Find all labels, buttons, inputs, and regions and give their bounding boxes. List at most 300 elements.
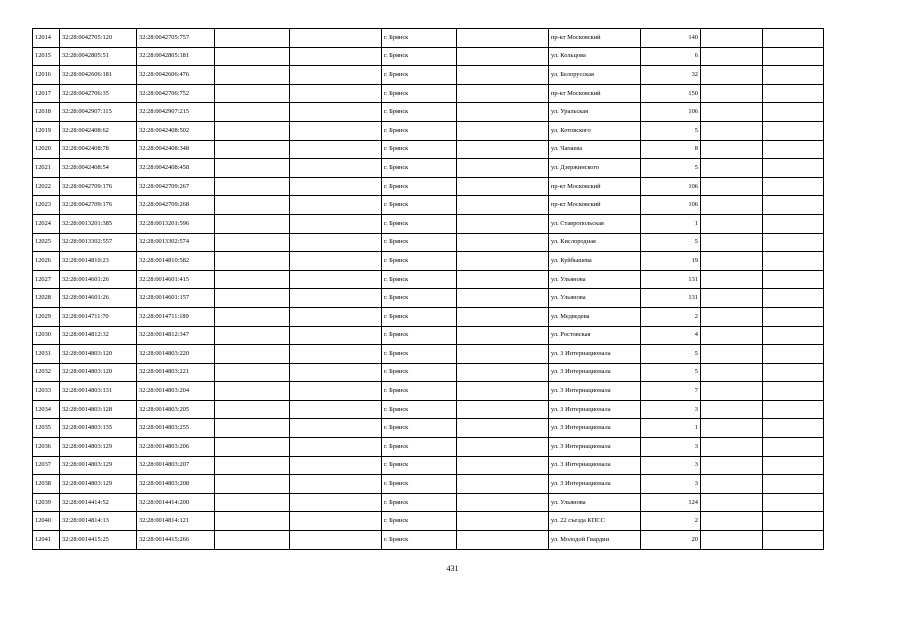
blank-column-5-cell — [763, 252, 824, 271]
city-cell: г. Брянск — [382, 363, 457, 382]
blank-column-4-cell — [701, 196, 763, 215]
house-number-cell: 106 — [641, 103, 701, 122]
object-cadastral-number-cell: 32:28:0014803:205 — [137, 400, 215, 419]
blank-column-5-cell — [763, 29, 824, 48]
blank-column-1-cell — [215, 270, 290, 289]
blank-column-5-cell — [763, 84, 824, 103]
blank-column-5-cell — [763, 512, 824, 531]
blank-column-1-cell — [215, 29, 290, 48]
blank-column-5-cell — [763, 47, 824, 66]
city-cell: г. Брянск — [382, 103, 457, 122]
object-cadastral-number-cell: 32:28:0014415:266 — [137, 531, 215, 550]
house-number-cell: 106 — [641, 177, 701, 196]
record-number-cell: 12018 — [33, 103, 60, 122]
cadastral-number-cell: 32:28:0042709:176 — [60, 177, 137, 196]
cadastral-number-cell: 32:28:0042408:78 — [60, 140, 137, 159]
blank-column-2-cell — [290, 400, 382, 419]
table-row — [33, 438, 824, 457]
blank-column-2-cell — [290, 475, 382, 494]
table-row — [33, 307, 824, 326]
city-cell: г. Брянск — [382, 214, 457, 233]
blank-column-2-cell — [290, 289, 382, 308]
blank-column-5-cell — [763, 345, 824, 364]
blank-column-5-cell — [763, 140, 824, 159]
cadastral-number-cell: 32:28:0014803:129 — [60, 438, 137, 457]
house-number-cell: 7 — [641, 382, 701, 401]
house-number-cell: 5 — [641, 363, 701, 382]
record-number-cell: 12016 — [33, 66, 60, 85]
blank-column-1-cell — [215, 475, 290, 494]
blank-column-2-cell — [290, 47, 382, 66]
street-cell: ул. 3 Интернационала — [549, 345, 641, 364]
blank-column-2-cell — [290, 531, 382, 550]
city-cell: г. Брянск — [382, 493, 457, 512]
blank-column-3-cell — [457, 345, 549, 364]
object-cadastral-number-cell: 32:28:0042907:215 — [137, 103, 215, 122]
record-number-cell: 12026 — [33, 252, 60, 271]
house-number-cell: 4 — [641, 326, 701, 345]
table-row — [33, 214, 824, 233]
blank-column-3-cell — [457, 512, 549, 531]
street-cell: ул. 3 Интернационала — [549, 419, 641, 438]
blank-column-5-cell — [763, 382, 824, 401]
object-cadastral-number-cell: 32:28:0042805:181 — [137, 47, 215, 66]
house-number-cell: 5 — [641, 159, 701, 178]
record-number-cell: 12035 — [33, 419, 60, 438]
blank-column-1-cell — [215, 382, 290, 401]
object-cadastral-number-cell: 32:28:0014814:121 — [137, 512, 215, 531]
blank-column-4-cell — [701, 252, 763, 271]
table-row — [33, 159, 824, 178]
blank-column-1-cell — [215, 493, 290, 512]
blank-column-4-cell — [701, 140, 763, 159]
blank-column-3-cell — [457, 475, 549, 494]
object-cadastral-number-cell: 32:28:0014803:207 — [137, 456, 215, 475]
blank-column-1-cell — [215, 326, 290, 345]
blank-column-4-cell — [701, 289, 763, 308]
street-cell: ул. 3 Интернационала — [549, 438, 641, 457]
blank-column-5-cell — [763, 270, 824, 289]
blank-column-5-cell — [763, 177, 824, 196]
blank-column-5-cell — [763, 196, 824, 215]
blank-column-1-cell — [215, 159, 290, 178]
street-cell: ул. Чапаева — [549, 140, 641, 159]
blank-column-5-cell — [763, 419, 824, 438]
cadastral-number-cell: 32:28:0014812:32 — [60, 326, 137, 345]
blank-column-2-cell — [290, 214, 382, 233]
blank-column-1-cell — [215, 345, 290, 364]
house-number-cell: 3 — [641, 456, 701, 475]
object-cadastral-number-cell: 32:28:0014803:255 — [137, 419, 215, 438]
city-cell: г. Брянск — [382, 252, 457, 271]
blank-column-2-cell — [290, 121, 382, 140]
blank-column-2-cell — [290, 233, 382, 252]
cadastral-number-cell: 32:28:0014810:23 — [60, 252, 137, 271]
object-cadastral-number-cell: 32:28:0014601:415 — [137, 270, 215, 289]
table-row — [33, 121, 824, 140]
city-cell: г. Брянск — [382, 345, 457, 364]
blank-column-1-cell — [215, 363, 290, 382]
table-row — [33, 66, 824, 85]
blank-column-1-cell — [215, 456, 290, 475]
street-cell: ул. Ставропольская — [549, 214, 641, 233]
blank-column-2-cell — [290, 29, 382, 48]
cadastral-number-cell: 32:28:0013302:557 — [60, 233, 137, 252]
blank-column-4-cell — [701, 47, 763, 66]
street-cell: ул. Ростовская — [549, 326, 641, 345]
city-cell: г. Брянск — [382, 512, 457, 531]
cadastral-number-cell: 32:28:0014803:128 — [60, 400, 137, 419]
blank-column-4-cell — [701, 121, 763, 140]
table-row — [33, 196, 824, 215]
house-number-cell: 3 — [641, 475, 701, 494]
city-cell: г. Брянск — [382, 475, 457, 494]
record-number-cell: 12031 — [33, 345, 60, 364]
blank-column-3-cell — [457, 270, 549, 289]
street-cell: ул. 3 Интернационала — [549, 456, 641, 475]
blank-column-4-cell — [701, 493, 763, 512]
blank-column-3-cell — [457, 289, 549, 308]
blank-column-3-cell — [457, 307, 549, 326]
blank-column-3-cell — [457, 196, 549, 215]
blank-column-3-cell — [457, 252, 549, 271]
blank-column-3-cell — [457, 121, 549, 140]
blank-column-4-cell — [701, 177, 763, 196]
cadastral-number-cell: 32:28:0014415:25 — [60, 531, 137, 550]
object-cadastral-number-cell: 32:28:0042606:476 — [137, 66, 215, 85]
blank-column-5-cell — [763, 438, 824, 457]
blank-column-2-cell — [290, 512, 382, 531]
street-cell: ул. Куйбышева — [549, 252, 641, 271]
blank-column-3-cell — [457, 456, 549, 475]
street-cell: ул. 3 Интернационала — [549, 363, 641, 382]
object-cadastral-number-cell: 32:28:0042709:268 — [137, 196, 215, 215]
blank-column-1-cell — [215, 177, 290, 196]
registry-table-container — [32, 28, 823, 550]
table-row — [33, 512, 824, 531]
blank-column-5-cell — [763, 456, 824, 475]
object-cadastral-number-cell: 32:28:0014812:347 — [137, 326, 215, 345]
blank-column-2-cell — [290, 84, 382, 103]
street-cell: ул. 3 Интернационала — [549, 400, 641, 419]
blank-column-2-cell — [290, 140, 382, 159]
cadastral-number-cell: 32:28:0042706:35 — [60, 84, 137, 103]
blank-column-4-cell — [701, 512, 763, 531]
blank-column-2-cell — [290, 326, 382, 345]
table-row — [33, 29, 824, 48]
blank-column-1-cell — [215, 307, 290, 326]
record-number-cell: 12020 — [33, 140, 60, 159]
blank-column-1-cell — [215, 121, 290, 140]
object-cadastral-number-cell: 32:28:0014803:206 — [137, 438, 215, 457]
house-number-cell: 1 — [641, 214, 701, 233]
blank-column-2-cell — [290, 363, 382, 382]
object-cadastral-number-cell: 32:28:0014803:220 — [137, 345, 215, 364]
house-number-cell: 19 — [641, 252, 701, 271]
blank-column-4-cell — [701, 345, 763, 364]
street-cell: ул. 22 съезда КПСС — [549, 512, 641, 531]
blank-column-3-cell — [457, 382, 549, 401]
record-number-cell: 12036 — [33, 438, 60, 457]
blank-column-2-cell — [290, 177, 382, 196]
blank-column-1-cell — [215, 252, 290, 271]
blank-column-3-cell — [457, 493, 549, 512]
blank-column-2-cell — [290, 103, 382, 122]
blank-column-3-cell — [457, 326, 549, 345]
house-number-cell: 8 — [641, 140, 701, 159]
blank-column-2-cell — [290, 382, 382, 401]
city-cell: г. Брянск — [382, 382, 457, 401]
record-number-cell: 12023 — [33, 196, 60, 215]
record-number-cell: 12017 — [33, 84, 60, 103]
house-number-cell: 131 — [641, 270, 701, 289]
object-cadastral-number-cell: 32:28:0014414:200 — [137, 493, 215, 512]
blank-column-5-cell — [763, 66, 824, 85]
blank-column-3-cell — [457, 400, 549, 419]
table-row — [33, 400, 824, 419]
record-number-cell: 12025 — [33, 233, 60, 252]
table-row — [33, 419, 824, 438]
blank-column-5-cell — [763, 493, 824, 512]
blank-column-1-cell — [215, 289, 290, 308]
house-number-cell: 3 — [641, 400, 701, 419]
blank-column-4-cell — [701, 66, 763, 85]
blank-column-4-cell — [701, 103, 763, 122]
record-number-cell: 12034 — [33, 400, 60, 419]
blank-column-1-cell — [215, 47, 290, 66]
blank-column-1-cell — [215, 233, 290, 252]
object-cadastral-number-cell: 32:28:0013201:596 — [137, 214, 215, 233]
city-cell: г. Брянск — [382, 307, 457, 326]
street-cell: пр-кт Московский — [549, 84, 641, 103]
city-cell: г. Брянск — [382, 66, 457, 85]
object-cadastral-number-cell: 32:28:0042408:458 — [137, 159, 215, 178]
house-number-cell: 140 — [641, 29, 701, 48]
blank-column-4-cell — [701, 307, 763, 326]
blank-column-3-cell — [457, 47, 549, 66]
blank-column-4-cell — [701, 438, 763, 457]
registry-table-body — [33, 29, 824, 550]
blank-column-3-cell — [457, 419, 549, 438]
blank-column-3-cell — [457, 29, 549, 48]
house-number-cell: 106 — [641, 196, 701, 215]
blank-column-4-cell — [701, 419, 763, 438]
house-number-cell: 20 — [641, 531, 701, 550]
cadastral-number-cell: 32:28:0014601:26 — [60, 289, 137, 308]
cadastral-number-cell: 32:28:0014803:131 — [60, 382, 137, 401]
city-cell: г. Брянск — [382, 326, 457, 345]
cadastral-number-cell: 32:28:0014803:120 — [60, 363, 137, 382]
blank-column-2-cell — [290, 196, 382, 215]
registry-table — [32, 28, 824, 550]
record-number-cell: 12033 — [33, 382, 60, 401]
blank-column-1-cell — [215, 84, 290, 103]
street-cell: ул. Белорусская — [549, 66, 641, 85]
house-number-cell: 6 — [641, 47, 701, 66]
table-row — [33, 326, 824, 345]
table-row — [33, 84, 824, 103]
table-row — [33, 103, 824, 122]
blank-column-1-cell — [215, 512, 290, 531]
blank-column-5-cell — [763, 400, 824, 419]
page-number: 431 — [446, 564, 459, 573]
street-cell: ул. Ульянова — [549, 289, 641, 308]
cadastral-number-cell: 32:28:0042709:176 — [60, 196, 137, 215]
blank-column-1-cell — [215, 438, 290, 457]
blank-column-1-cell — [215, 214, 290, 233]
table-row — [33, 363, 824, 382]
cadastral-number-cell: 32:28:0014803:120 — [60, 345, 137, 364]
blank-column-2-cell — [290, 66, 382, 85]
house-number-cell: 2 — [641, 307, 701, 326]
blank-column-4-cell — [701, 270, 763, 289]
blank-column-4-cell — [701, 475, 763, 494]
object-cadastral-number-cell: 32:28:0042408:348 — [137, 140, 215, 159]
street-cell: ул. Ульянова — [549, 493, 641, 512]
object-cadastral-number-cell: 32:28:0014601:157 — [137, 289, 215, 308]
record-number-cell: 12030 — [33, 326, 60, 345]
blank-column-3-cell — [457, 159, 549, 178]
blank-column-5-cell — [763, 363, 824, 382]
object-cadastral-number-cell: 32:28:0013302:574 — [137, 233, 215, 252]
house-number-cell: 3 — [641, 438, 701, 457]
house-number-cell: 1 — [641, 419, 701, 438]
cadastral-number-cell: 32:28:0042705:120 — [60, 29, 137, 48]
blank-column-1-cell — [215, 103, 290, 122]
record-number-cell: 12027 — [33, 270, 60, 289]
table-row — [33, 289, 824, 308]
record-number-cell: 12041 — [33, 531, 60, 550]
blank-column-4-cell — [701, 159, 763, 178]
house-number-cell: 32 — [641, 66, 701, 85]
blank-column-5-cell — [763, 233, 824, 252]
city-cell: г. Брянск — [382, 84, 457, 103]
street-cell: пр-кт Московский — [549, 29, 641, 48]
object-cadastral-number-cell: 32:28:0014810:582 — [137, 252, 215, 271]
house-number-cell: 150 — [641, 84, 701, 103]
blank-column-2-cell — [290, 159, 382, 178]
city-cell: г. Брянск — [382, 456, 457, 475]
street-cell: пр-кт Московский — [549, 177, 641, 196]
house-number-cell: 131 — [641, 289, 701, 308]
object-cadastral-number-cell: 32:28:0042706:752 — [137, 84, 215, 103]
city-cell: г. Брянск — [382, 289, 457, 308]
table-row — [33, 382, 824, 401]
city-cell: г. Брянск — [382, 121, 457, 140]
city-cell: г. Брянск — [382, 177, 457, 196]
house-number-cell: 5 — [641, 233, 701, 252]
cadastral-number-cell: 32:28:0013201:385 — [60, 214, 137, 233]
city-cell: г. Брянск — [382, 47, 457, 66]
table-row — [33, 140, 824, 159]
cadastral-number-cell: 32:28:0042408:62 — [60, 121, 137, 140]
street-cell: ул. Котовского — [549, 121, 641, 140]
street-cell: ул. Ульянова — [549, 270, 641, 289]
object-cadastral-number-cell: 32:28:0014803:221 — [137, 363, 215, 382]
blank-column-2-cell — [290, 438, 382, 457]
blank-column-4-cell — [701, 84, 763, 103]
object-cadastral-number-cell: 32:28:0014711:189 — [137, 307, 215, 326]
city-cell: г. Брянск — [382, 438, 457, 457]
cadastral-number-cell: 32:28:0042907:115 — [60, 103, 137, 122]
object-cadastral-number-cell: 32:28:0014803:204 — [137, 382, 215, 401]
street-cell: ул. Кольцова — [549, 47, 641, 66]
blank-column-4-cell — [701, 382, 763, 401]
record-number-cell: 12032 — [33, 363, 60, 382]
blank-column-4-cell — [701, 456, 763, 475]
cadastral-number-cell: 32:28:0042408:54 — [60, 159, 137, 178]
blank-column-2-cell — [290, 307, 382, 326]
city-cell: г. Брянск — [382, 419, 457, 438]
house-number-cell: 5 — [641, 121, 701, 140]
cadastral-number-cell: 32:28:0014803:135 — [60, 419, 137, 438]
table-row — [33, 270, 824, 289]
house-number-cell: 124 — [641, 493, 701, 512]
blank-column-5-cell — [763, 326, 824, 345]
record-number-cell: 12022 — [33, 177, 60, 196]
blank-column-2-cell — [290, 456, 382, 475]
record-number-cell: 12039 — [33, 493, 60, 512]
blank-column-1-cell — [215, 400, 290, 419]
blank-column-3-cell — [457, 103, 549, 122]
cadastral-number-cell: 32:28:0014803:129 — [60, 456, 137, 475]
record-number-cell: 12021 — [33, 159, 60, 178]
cadastral-number-cell: 32:28:0042805:51 — [60, 47, 137, 66]
blank-column-5-cell — [763, 214, 824, 233]
street-cell: ул. Медведева — [549, 307, 641, 326]
street-cell: ул. Дзержинского — [549, 159, 641, 178]
blank-column-5-cell — [763, 307, 824, 326]
cadastral-number-cell: 32:28:0014814:13 — [60, 512, 137, 531]
object-cadastral-number-cell: 32:28:0014803:208 — [137, 475, 215, 494]
table-row — [33, 233, 824, 252]
table-row — [33, 475, 824, 494]
blank-column-5-cell — [763, 121, 824, 140]
blank-column-4-cell — [701, 233, 763, 252]
city-cell: г. Брянск — [382, 531, 457, 550]
blank-column-2-cell — [290, 270, 382, 289]
record-number-cell: 12038 — [33, 475, 60, 494]
record-number-cell: 12037 — [33, 456, 60, 475]
cadastral-number-cell: 32:28:0014414:52 — [60, 493, 137, 512]
blank-column-2-cell — [290, 345, 382, 364]
house-number-cell: 5 — [641, 345, 701, 364]
cadastral-number-cell: 32:28:0042606:181 — [60, 66, 137, 85]
street-cell: ул. Молодой Гвардии — [549, 531, 641, 550]
blank-column-3-cell — [457, 214, 549, 233]
blank-column-1-cell — [215, 419, 290, 438]
blank-column-3-cell — [457, 363, 549, 382]
blank-column-5-cell — [763, 531, 824, 550]
blank-column-5-cell — [763, 289, 824, 308]
blank-column-4-cell — [701, 363, 763, 382]
table-row — [33, 177, 824, 196]
city-cell: г. Брянск — [382, 233, 457, 252]
blank-column-3-cell — [457, 531, 549, 550]
blank-column-3-cell — [457, 84, 549, 103]
table-row — [33, 493, 824, 512]
record-number-cell: 12015 — [33, 47, 60, 66]
table-row — [33, 345, 824, 364]
record-number-cell: 12029 — [33, 307, 60, 326]
house-number-cell: 2 — [641, 512, 701, 531]
blank-column-4-cell — [701, 326, 763, 345]
record-number-cell: 12019 — [33, 121, 60, 140]
blank-column-5-cell — [763, 475, 824, 494]
record-number-cell: 12040 — [33, 512, 60, 531]
blank-column-1-cell — [215, 196, 290, 215]
blank-column-3-cell — [457, 140, 549, 159]
